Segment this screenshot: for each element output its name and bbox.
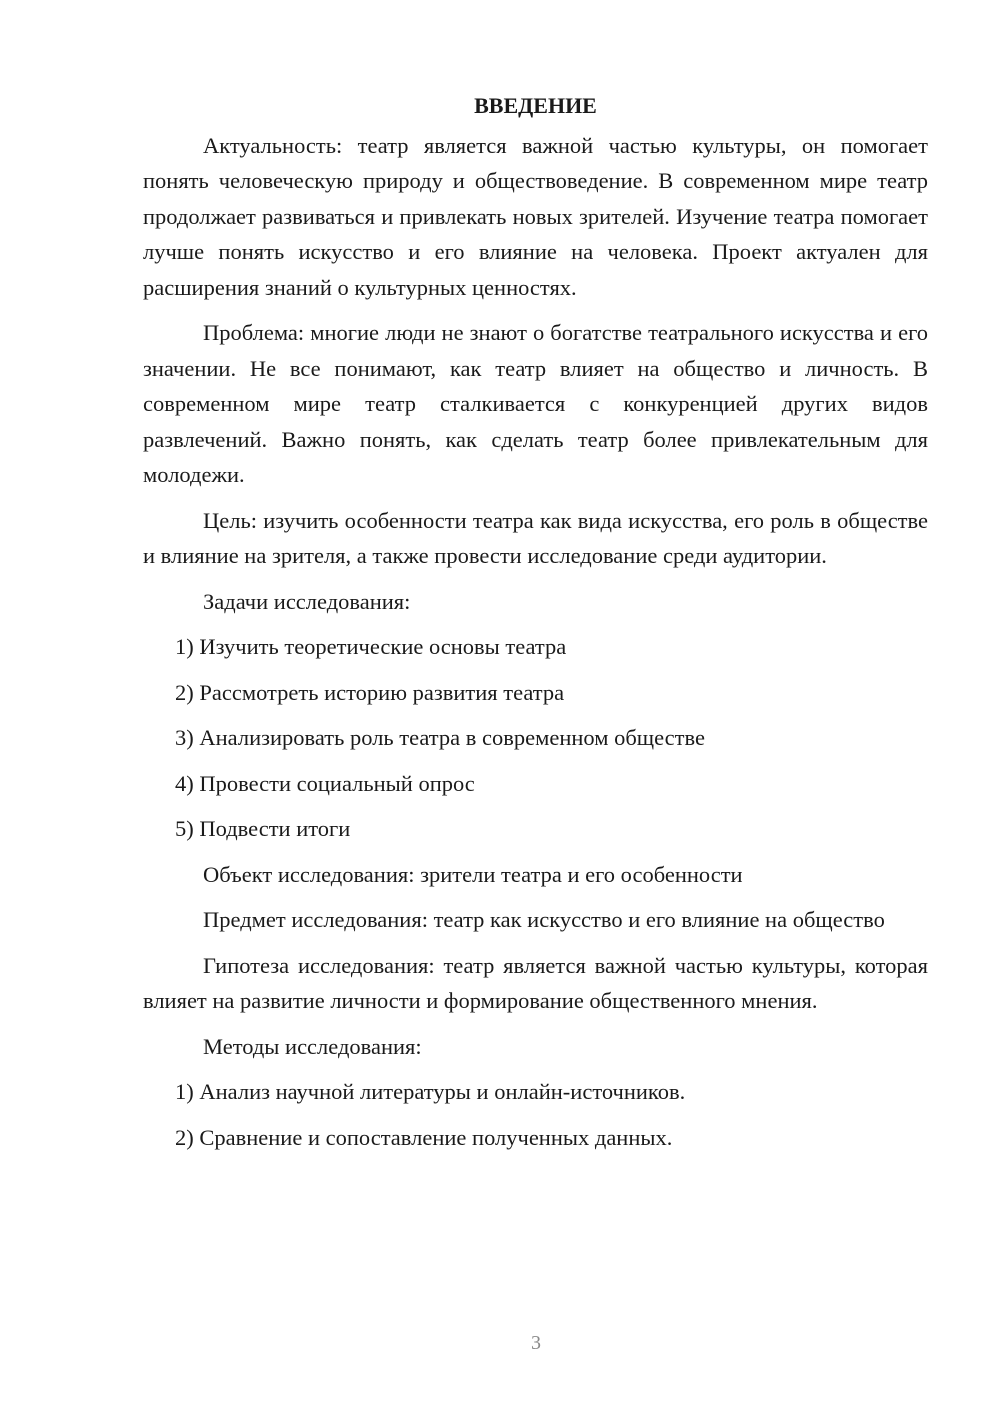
list-item: 2) Сравнение и сопоставление полученных данных. bbox=[175, 1124, 673, 1150]
problem-paragraph: Проблема: многие люди не знают о богатстве театрального искусства и его значении. Не все понимают, как театр влияет на общество и личность. В современном мире театр сталкивается с конкуренцией других видов развлечений. Важно понять, как сделать театр более привлекательным для молодежи. bbox=[143, 320, 928, 487]
list-item: 1) Изучить теоретические основы театра bbox=[175, 634, 567, 659]
page-number: 3 bbox=[531, 1332, 541, 1354]
subject-paragraph: Предмет исследования: театр как искусство и его влияние на общество bbox=[203, 907, 885, 932]
goal-paragraph: Цель: изучить особенности театра как вида искусства, его роль в обществе и влияние на зрителя, а также провести исследование среди аудитории. bbox=[143, 507, 928, 568]
list-item: 3) Анализировать роль театра в современном обществе bbox=[175, 725, 705, 750]
page-title: ВВЕДЕНИЕ bbox=[474, 93, 597, 118]
list-item: 1) Анализ научной литературы и онлайн-источников. bbox=[175, 1079, 686, 1104]
tasks-heading: Задачи исследования: bbox=[203, 588, 411, 614]
list-item: 2) Рассмотреть историю развития театра bbox=[175, 679, 565, 705]
hypothesis-paragraph: Гипотеза исследования: театр является важной частью культуры, которая влияет на развитие личности и формирование общественного мнения. bbox=[143, 952, 928, 1013]
tasks-list bbox=[143, 629, 928, 847]
document-page bbox=[143, 88, 928, 1165]
list-item: 4) Провести социальный опрос bbox=[175, 770, 475, 796]
object-paragraph: Объект исследования: зрители театра и его особенности bbox=[203, 861, 743, 887]
methods-heading: Методы исследования: bbox=[203, 1033, 422, 1059]
list-item: 5) Подвести итоги bbox=[175, 816, 351, 841]
methods-list bbox=[143, 1074, 928, 1155]
relevance-paragraph: Актуальность: театр является важной частью культуры, он помогает понять человеческую природу и обществоведение. В современном мире театр продолжает развиваться и привлекать новых зрителей. Изучение театра помогает лучше понять искусство и его влияние на человека. Проект актуален для расширения знаний о культурных ценностях. bbox=[143, 132, 928, 300]
